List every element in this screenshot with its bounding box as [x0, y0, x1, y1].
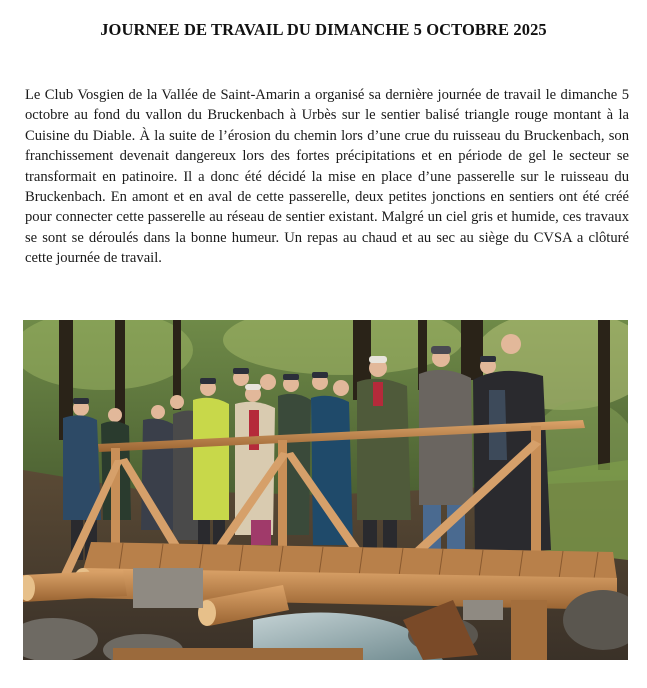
page-title: JOURNEE DE TRAVAIL DU DIMANCHE 5 OCTOBRE 2025 [100, 20, 547, 39]
article-body: Le Club Vosgien de la Vallée de Saint-Amarin a organisé sa dernière journée de travail le dimanche 5 octobre au fond du vallon du Bruckenbach à Urbès sur le sentier balisé triangle rouge montant à la Cuisine du Diable. À la suite de l’érosion du chemin lors d’une crue du ruisseau du Bruckenbach, son franchissement devenait dangereux lors des fortes précipitations et en période de gel le secteur se transformait en patinoire. Il a donc été décidé la mise en place d’une passerelle sur le ruisseau du Bruckenbach. En amont et en aval de cette passerelle, deux petites jonctions en sentiers ont été créé pour connecter cette passerelle au réseau de sentier existant. Malgré un ciel gris et humide, ces travaux se sont se déroulés dans la bonne humeur. Un repas au chaud et au sec au siège du CVSA a clôturé cette journée de travail. [25, 87, 629, 267]
group-photo-footbridge [23, 320, 628, 660]
